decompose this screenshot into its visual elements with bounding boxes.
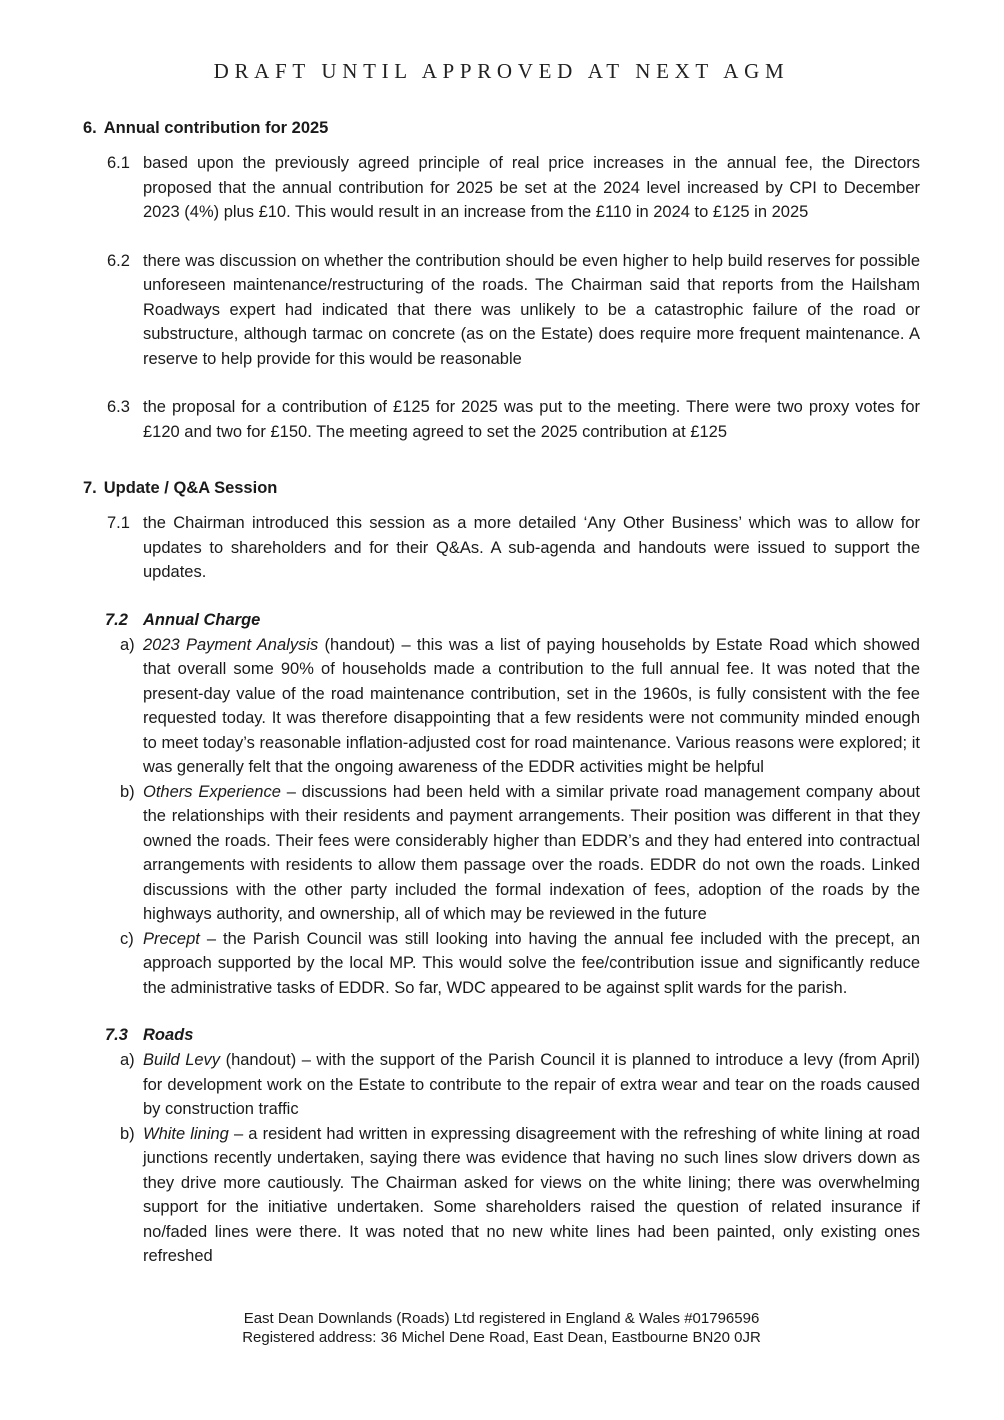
item-7-2-b-rest: – discussions had been held with a similar private road management company about the relationships with their residents and payment arrangements. Their position was different in that they owned the roads. Their fees were considerably higher than EDDR’s and they had entered into contractual arrangements with residents to allow them passage over the roads. EDDR do not own the roads. Linked discussions with the other party included the formal indexation of fees, adoption of the roads by the highways authority, and ownership, all of which may be reviewed in the future bbox=[143, 782, 920, 923]
item-7-2-c bbox=[120, 927, 920, 1001]
item-7-3-b-text bbox=[143, 1122, 920, 1269]
subsection-7-2-title: Annual Charge bbox=[143, 610, 261, 629]
item-6-1-number: 6.1 bbox=[107, 154, 130, 172]
footer-address-line: Registered address: 36 Michel Dene Road, East Dean, Eastbourne BN20 0JR bbox=[242, 1329, 761, 1346]
subsection-7-2-heading bbox=[105, 609, 920, 631]
item-7-3-b-lead: White lining bbox=[143, 1124, 229, 1143]
subsection-7-3-heading bbox=[105, 1024, 920, 1046]
item-7-3-a-lead: Build Levy bbox=[143, 1051, 221, 1069]
item-7-2-c-lead: Precept bbox=[143, 929, 200, 948]
section-7-heading bbox=[83, 477, 920, 499]
item-7-3-b-letter: b) bbox=[120, 1124, 135, 1143]
item-7-2-b-lead: Others Experience bbox=[143, 782, 281, 801]
item-7-2-a-letter: a) bbox=[120, 635, 135, 654]
item-7-2-c-letter: c) bbox=[120, 929, 134, 948]
subsection-7-3-title: Roads bbox=[143, 1026, 194, 1044]
item-6-3-number: 6.3 bbox=[107, 398, 130, 416]
item-6-2 bbox=[107, 249, 920, 372]
item-7-1-number: 7.1 bbox=[107, 514, 130, 532]
subsection-7-3-number: 7.3 bbox=[105, 1026, 128, 1044]
item-7-2-c-text bbox=[143, 927, 920, 1001]
subsection-7-2-items bbox=[83, 633, 920, 1001]
item-7-2-c-rest: – the Parish Council was still looking into having the annual fee included with the precept, an approach supported by the local MP. This would solve the fee/contribution issue and significantly reduce the administrative tasks of EDDR. So far, WDC appeared to be against split wards for the parish. bbox=[143, 929, 920, 997]
item-7-1 bbox=[107, 511, 920, 585]
item-7-1-text: the Chairman introduced this session as a more detailed ‘Any Other Business’ which was to allow for updates to shareholders and for their Q&As. A sub-agenda and handouts were issued to support the updates. bbox=[143, 514, 920, 581]
item-7-2-a-rest: (handout) – this was a list of paying households by Estate Road which showed that overall some 90% of households made a contribution to the full annual fee. It was noted that the present-day value of the road maintenance contribution, set in the 1960s, is fully consistent with the fee requested today. It was therefore disappointing that a few residents were not community minded enough to meet today’s reasonable inflation-adjusted cost for road maintenance. Various reasons were explored; it was generally felt that the ongoing awareness of the EDDR activities might be helpful bbox=[143, 635, 920, 776]
subsection-7-2-number: 7.2 bbox=[105, 610, 128, 629]
company-registration-footer bbox=[83, 1309, 920, 1348]
section-6-title: Annual contribution for 2025 bbox=[103, 119, 329, 137]
item-6-1 bbox=[107, 151, 920, 225]
item-7-2-a-text bbox=[143, 633, 920, 780]
section-7-title: Update / Q&A Session bbox=[103, 479, 278, 497]
item-6-2-text: there was discussion on whether the contribution should be even higher to help build reserves for possible unforeseen maintenance/restructuring of the roads. The Chairman said that reports from the Hailsham Roadways expert had indicated that there was unlikely to be a catastrophic failure of the road or substructure, although tarmac on concrete (as on the Estate) does require more frequent maintenance. A reserve to help provide for this would be reasonable bbox=[143, 251, 920, 368]
item-7-2-b bbox=[120, 780, 920, 927]
draft-status-header: DRAFT UNTIL APPROVED AT NEXT AGM bbox=[213, 59, 790, 83]
item-7-2-a-lead: 2023 Payment Analysis bbox=[143, 635, 319, 654]
item-6-2-number: 6.2 bbox=[107, 251, 130, 270]
item-7-3-a-rest: (handout) – with the support of the Parish Council it is planned to introduce a levy (from April) for development work on the Estate to contribute to the repair of extra wear and tear on the roads caused by construction traffic bbox=[143, 1051, 920, 1118]
section-6-heading bbox=[83, 117, 920, 139]
section-6-number: 6. bbox=[83, 119, 97, 137]
item-6-3 bbox=[107, 395, 920, 444]
section-7-number: 7. bbox=[83, 479, 97, 497]
item-6-3-text: the proposal for a contribution of £125 for 2025 was put to the meeting. There were two proxy votes for £120 and two for £150. The meeting agreed to set the 2025 contribution at £125 bbox=[143, 398, 920, 441]
item-7-3-b bbox=[120, 1122, 920, 1269]
item-7-2-b-letter: b) bbox=[120, 782, 135, 801]
item-6-1-text: based upon the previously agreed principle of real price increases in the annual fee, the Directors proposed that the annual contribution for 2025 be set at the 2024 level increased by CPI to December 2023 (4%) plus £10. This would result in an increase from the £110 in 2024 to £125 in 2025 bbox=[143, 154, 920, 221]
item-7-3-a bbox=[120, 1048, 920, 1122]
item-7-2-a bbox=[120, 633, 920, 780]
item-7-3-a-text bbox=[143, 1048, 920, 1122]
subsection-7-3-items bbox=[83, 1048, 920, 1269]
item-7-3-a-letter: a) bbox=[120, 1051, 135, 1069]
item-7-3-b-rest: – a resident had written in expressing disagreement with the refreshing of white lining at road junctions recently undertaken, saying there was evidence that having no such lines slow drivers down as they drive more cautiously. The Chairman asked for views on the white lining; there was overwhelming support for the initiative undertaken. Some shareholders raised the question of related insurance if no/faded lines were there. It was noted that no new white lines had been painted, only existing ones refreshed bbox=[143, 1124, 920, 1265]
item-7-2-b-text bbox=[143, 780, 920, 927]
footer-registration-line: East Dean Downlands (Roads) Ltd registered in England & Wales #01796596 bbox=[243, 1309, 760, 1327]
